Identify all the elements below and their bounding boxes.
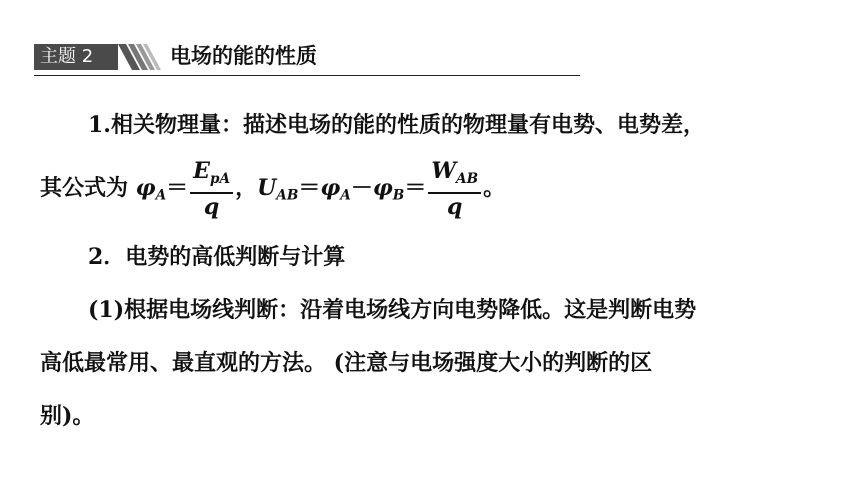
q-symbol: q [203,193,220,220]
phi-subscript-a: A [155,187,167,204]
u-subscript: AB [276,187,299,204]
stripes-decoration [118,44,164,70]
ep-symbol: E [193,158,210,184]
topic-title: 电场的能的性质 [170,44,317,68]
comma: ， [235,174,258,201]
paragraph-3-line-2: 高低最常用、最直观的方法。 (注意与电场强度大小的判断的区 [40,350,653,376]
paragraph-1-line-1: 1.相关物理量：描述电场的能的性质的物理量有电势、电势差， [88,112,705,138]
paragraph-1-line-2 [40,158,505,220]
w-symbol: W [431,158,457,184]
fraction-wab-over-q [428,158,481,220]
minus-sign: － [350,174,373,201]
phi-symbol: φ [135,174,156,201]
topic-header [34,40,580,76]
w-subscript: AB [456,170,479,187]
paragraph-3-line-1: (1)根据电场线判断：沿着电场线方向电势降低。这是判断电势 [88,297,697,323]
equals-sign: ＝ [404,174,427,201]
phi-symbol: φ [320,174,341,201]
fraction-epa-over-q [190,158,233,220]
q-symbol: q [447,193,463,220]
phi-subscript-b: B [392,187,405,204]
topic-tag: 主题 2 [34,44,118,70]
paragraph-3-line-3: 别)。 [40,403,95,429]
header-divider [34,75,580,76]
formula-prefix: 其公式为 [40,174,136,201]
equals-sign: ＝ [166,174,189,201]
paragraph-2: 2．电势的高低判断与计算 [88,244,346,270]
period: 。 [483,174,506,201]
equals-sign: ＝ [298,174,321,201]
phi-subscript-a: A [340,187,351,204]
u-symbol: U [257,174,277,201]
phi-symbol: φ [372,174,393,201]
ep-subscript: pA [209,170,231,187]
